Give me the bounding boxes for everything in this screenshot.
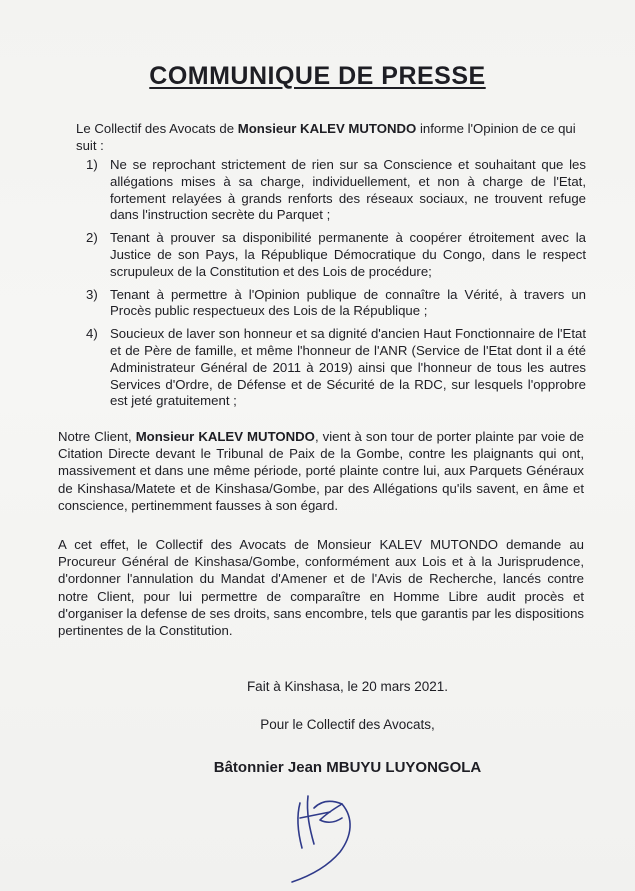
handwritten-signature [270, 778, 390, 888]
list-item-text: Tenant à prouver sa disponibilité permanente à coopérer étroitement avec la Justice de son Pays, la République Démocratique du Congo, dans le respect scrupuleux de la Constitution et des Lois de procédure; [110, 230, 586, 279]
list-item-text: Soucieux de laver son honneur et sa dignité d'ancien Haut Fonctionnaire de l'Etat et de Père de famille, et même l'honneur de l'ANR (Service de l'Etat dont il a été Administrateur Général de 2011 à 2019) ainsi que l'honneur de tous les autres Services d'Ordre, de Défense et de Sécurité de la RDC, sur lesquels l'opprobre est jeté gratuitement ; [110, 326, 586, 409]
place-date: Fait à Kinshasa, le 20 mars 2021. [246, 679, 449, 694]
intro-text-before: Le Collectif des Avocats de [76, 121, 238, 136]
list-item [86, 157, 586, 224]
for-line: Pour le Collectif des Avocats, [260, 717, 435, 732]
list-item [86, 230, 586, 280]
para1-client-name: Monsieur KALEV MUTONDO [135, 429, 315, 444]
list-item-text: Tenant à permettre à l'Opinion publique de connaître la Vérité, à travers un Procès public respectueux des Lois de la République ; [110, 286, 586, 319]
document-title: COMMUNIQUE DE PRESSE [149, 62, 486, 90]
list-item [86, 287, 586, 321]
list-item-number: 2) [86, 230, 98, 246]
list-item-number: 4) [86, 326, 98, 342]
list-item-number: 1) [86, 157, 98, 172]
para1-text-after: , vient à son tour de porter plainte par voie de Citation Directe devant le Tribunal de Paix de la Gombe, contre les plaignants qui ont, massivement et dans une même période, porté plainte contre lui, aux Parquets Généraux de Kinshasa/Matete et de Kinshasa/Gombe, par des Allégations qu'ils savent, en âme et conscience, pertinemment fausses à son égard. [58, 429, 584, 513]
signer-name: Bâtonnier Jean MBUYU LUYONGOLA [213, 759, 482, 776]
para1-text-before: Notre Client, [58, 429, 136, 444]
list-item-text: Ne se reprochant strictement de rien sur sa Conscience et souhaitant que les allégations mises à sa charge, individuellement, et non à charge de l'Etat, fortement relayées à grands renforts des réseaux sociaux, ne trouvent refuge dans l'instruction secrète du Parquet ; [110, 157, 586, 223]
client-complaint-paragraph [58, 428, 584, 514]
intro-paragraph [76, 120, 586, 154]
numbered-list [86, 157, 586, 416]
request-paragraph: A cet effet, le Collectif des Avocats de Monsieur KALEV MUTONDO demande au Procureur Général de Kinshasa/Gombe, conformément aux Lois et à la Jurisprudence, d'ordonner l'annulation du Mandat d'Amener et de l'Avis de Recherche, lancés contre notre Client, pour lui permettre de comparaître en Homme Libre audit procès et d'organiser la defense de ses droits, sans encombre, tels que garantis par les dispositions pertinentes de la Constitution. [58, 537, 584, 639]
list-item [86, 326, 586, 410]
list-item-number: 3) [86, 286, 98, 302]
intro-text-after: informe l'Opinion de ce qui suit : [76, 121, 576, 153]
intro-client-name: Monsieur KALEV MUTONDO [237, 121, 417, 136]
